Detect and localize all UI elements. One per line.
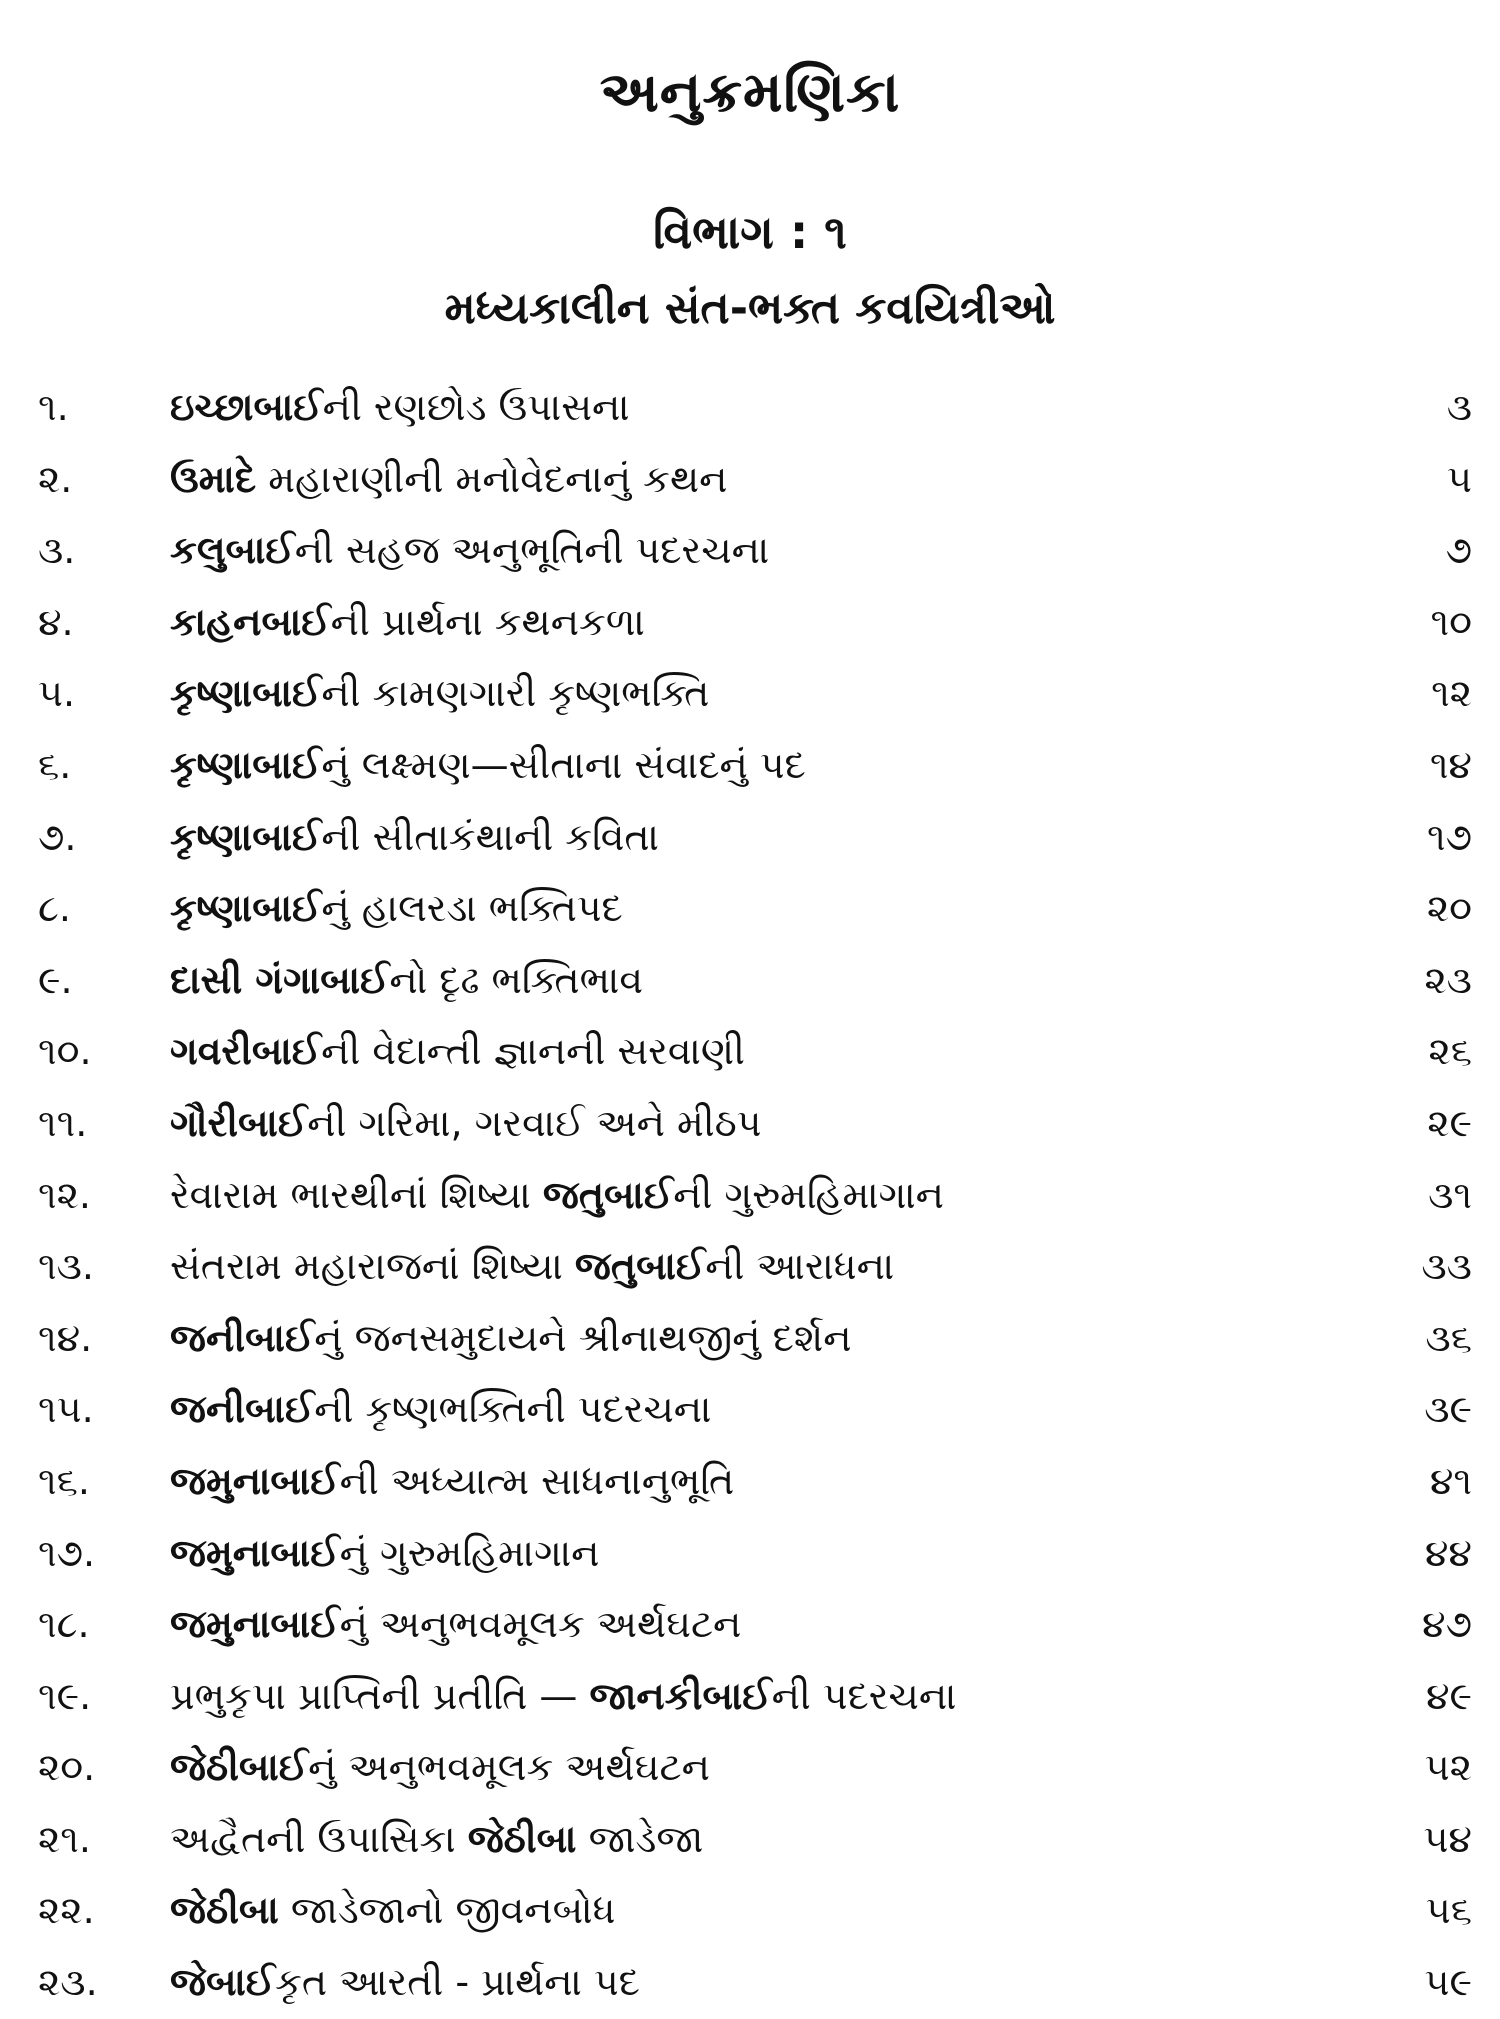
toc-entry-title — [170, 802, 659, 874]
toc-entry-number: ૮. — [38, 886, 71, 931]
toc-entry — [0, 587, 1500, 659]
toc-entry-poet-name: જનીબાઈ — [170, 1315, 315, 1360]
toc-entry-title-rest: ની આરાધના — [705, 1244, 895, 1289]
toc-entry-page-number: ૧૭ — [1426, 814, 1472, 859]
toc-entry-title — [170, 1804, 703, 1876]
toc-entry-poet-name: જેબાઈ — [170, 1960, 276, 2005]
toc-entry-title-rest: ની ગરિમા, ગરવાઈ અને મીઠપ — [307, 1100, 762, 1145]
toc-entry-page-number: ૪૭ — [1422, 1602, 1472, 1647]
section-heading: વિભાગ : ૧ — [653, 205, 847, 259]
toc-entry — [0, 945, 1500, 1017]
toc-entry — [0, 1589, 1500, 1661]
toc-entry — [0, 1446, 1500, 1518]
toc-entry-poet-name: જાનકીબાઈ — [589, 1673, 772, 1718]
toc-entry-number: ૨૦. — [38, 1745, 96, 1790]
toc-entry-title-rest: નું અનુભવમૂલક અર્થઘટન — [339, 1602, 742, 1647]
toc-entry-title — [170, 1374, 711, 1446]
toc-entry-page-number: ૪૪ — [1424, 1530, 1472, 1575]
toc-entry-page-number: ૨૬ — [1428, 1029, 1472, 1074]
toc-entry-page-number: ૫૨ — [1424, 1745, 1472, 1790]
toc-entry-page-number: ૩૩ — [1421, 1244, 1472, 1289]
toc-entry-title-prefix: અદ્વૈતની ઉપાસિકા — [170, 1816, 468, 1861]
toc-entry-title — [170, 1446, 734, 1518]
toc-entry-number: ૫. — [38, 671, 76, 716]
toc-entry-poet-name: જતુબાઈ — [574, 1244, 706, 1289]
toc-entry — [0, 1732, 1500, 1804]
toc-entry-page-number: ૫૪ — [1423, 1816, 1472, 1861]
toc-entry-number: ૨. — [38, 456, 73, 501]
toc-entry — [0, 372, 1500, 444]
toc-entry-number: ૭. — [38, 814, 77, 859]
toc-entry-poet-name: કૃષ્ણાબાઈ — [170, 886, 322, 931]
toc-entry-poet-name: જેઠીબા — [170, 1888, 279, 1933]
toc-entry-poet-name: જનીબાઈ — [170, 1387, 315, 1432]
toc-entry-poet-name: કાહનબાઈ — [170, 599, 331, 644]
toc-entry-title-rest: જાડેજા — [576, 1816, 704, 1861]
toc-entry-title — [170, 1160, 944, 1232]
toc-entry — [0, 1661, 1500, 1733]
toc-entry-poet-name: દાસી ગંગાબાઈ — [170, 957, 390, 1002]
toc-entry-poet-name: જમુનાબાઈ — [170, 1458, 340, 1503]
toc-entry-page-number: ૨૦ — [1426, 886, 1472, 931]
toc-entry-number: ૧૧. — [38, 1100, 88, 1145]
toc-entry — [0, 1016, 1500, 1088]
toc-entry-poet-name: કૃષ્ણાબાઈ — [170, 671, 322, 716]
toc-entry — [0, 1804, 1500, 1876]
toc-entry-page-number: ૧૦ — [1430, 599, 1472, 644]
toc-entry — [0, 1518, 1500, 1590]
toc-entry-number: ૧. — [38, 385, 69, 429]
toc-entry-title — [170, 873, 623, 945]
toc-entry-number: ૧૯. — [38, 1673, 92, 1718]
toc-entry-poet-name: જેઠીબાઈ — [170, 1745, 309, 1790]
toc-entry-title-rest: નું જનસમુદાયને શ્રીનાથજીનું દર્શન — [314, 1315, 852, 1360]
toc-entry-number: ૩. — [38, 528, 76, 573]
toc-entry-title — [170, 730, 806, 802]
toc-entry — [0, 1875, 1500, 1947]
toc-entry-title — [170, 1661, 956, 1733]
toc-entry-poet-name: જમુનાબાઈ — [170, 1530, 340, 1575]
toc-entry-title-prefix: સંતરામ મહારાજનાં શિષ્યા — [170, 1244, 575, 1289]
toc-entry-title-rest: ની કૃષ્ણભક્તિની પદરચના — [314, 1387, 712, 1432]
toc-entry-poet-name: જેઠીબા — [467, 1816, 577, 1861]
toc-entry-page-number: ૨૩ — [1424, 957, 1472, 1002]
toc-entry-poet-name: કલુબાઈ — [170, 528, 295, 573]
toc-entry-page-number: ૭ — [1445, 528, 1472, 573]
toc-entry-title-prefix: પ્રભુકૃપા પ્રાપ્તિની પ્રતીતિ — — [170, 1673, 590, 1718]
toc-entry — [0, 873, 1500, 945]
toc-entry-poet-name: ઇચ્છાબાઈ — [170, 385, 323, 429]
toc-entry — [0, 658, 1500, 730]
toc-entry-poet-name: ઉમાદે — [170, 456, 257, 501]
toc-entry-page-number: ૫૬ — [1425, 1888, 1472, 1933]
toc-entry-number: ૧૦. — [38, 1029, 92, 1074]
toc-entry — [0, 1088, 1500, 1160]
toc-entry-number: ૧૨. — [38, 1172, 92, 1217]
toc-entry — [0, 802, 1500, 874]
toc-entry-title — [170, 1518, 599, 1590]
toc-entry — [0, 1231, 1500, 1303]
toc-entry — [0, 444, 1500, 516]
toc-entry-poet-name: ગૌરીબાઈ — [170, 1100, 308, 1145]
toc-entry — [0, 515, 1500, 587]
toc-entry-page-number: ૪૯ — [1425, 1673, 1472, 1718]
toc-entry-title — [170, 1016, 745, 1088]
toc-entry-page-number: ૩૧ — [1428, 1172, 1472, 1217]
toc-entry — [0, 1303, 1500, 1375]
toc-entry-title-rest: કૃત આરતી - પ્રાર્થના પદ — [275, 1960, 640, 2005]
toc-entry-title-rest: ની પદરચના — [771, 1673, 957, 1718]
toc-entry-title-rest: ની સીતાકંથાની કવિતા — [321, 814, 659, 859]
toc-entry-title — [170, 372, 630, 444]
toc-entry-title — [170, 1303, 852, 1375]
toc-entry-title — [170, 1947, 640, 2019]
toc-entry-title — [170, 1088, 761, 1160]
toc-entry-number: ૨૩. — [38, 1960, 98, 2005]
toc-entry-page-number: ૫ — [1447, 456, 1472, 501]
toc-entry-page-number: ૧૪ — [1429, 742, 1472, 787]
toc-entry — [0, 1947, 1500, 2019]
page-title: અનુક્રમણિકા — [599, 60, 901, 125]
toc-entry-title-rest: જાડેજાનો જીવનબોધ — [278, 1888, 616, 1933]
toc-entry-number: ૧૮. — [38, 1602, 90, 1647]
toc-entry-title — [170, 1875, 615, 1947]
toc-entry-title-rest: નું ગુરુમહિમાગાન — [339, 1530, 600, 1575]
toc-entry-number: ૧૬. — [38, 1458, 90, 1503]
toc-entry-page-number: ૪૧ — [1429, 1458, 1472, 1503]
toc-entry-title-rest: નું અનુભવમૂલક અર્થઘટન — [308, 1745, 710, 1790]
toc-entry-poet-name: કૃષ્ણાબાઈ — [170, 742, 322, 787]
toc-entry-number: ૧૭. — [38, 1530, 96, 1575]
toc-entry-title — [170, 515, 769, 587]
toc-entry-title-rest: ની પ્રાર્થના કથનકળા — [330, 599, 645, 644]
toc-entry-title — [170, 444, 727, 516]
toc-entry-title-rest: નું લક્ષ્મણ—સીતાના સંવાદનું પદ — [321, 742, 806, 787]
toc-entry-title — [170, 1732, 710, 1804]
toc-entry-title — [170, 1231, 894, 1303]
toc-entry-poet-name: જમુનાબાઈ — [170, 1602, 340, 1647]
toc-entry-title — [170, 1589, 741, 1661]
toc-entry-number: ૧૩. — [38, 1244, 95, 1289]
toc-entry-title-prefix: રેવારામ ભારથીનાં શિષ્યા — [170, 1172, 543, 1217]
toc-entry-page-number: ૨૯ — [1427, 1100, 1472, 1145]
toc-entry-page-number: ૩૬ — [1425, 1315, 1472, 1360]
toc-entry-number: ૧૪. — [38, 1315, 93, 1360]
toc-entry-title-rest: નો દૃઢ ભક્તિભાવ — [389, 957, 643, 1002]
toc-entry — [0, 1374, 1500, 1446]
toc-entry-title-rest: ની વેદાન્તી જ્ઞાનની સરવાણી — [321, 1029, 745, 1074]
toc-entry-title — [170, 587, 645, 659]
toc-entry-page-number: ૩ — [1446, 385, 1472, 429]
toc-entry-title-rest: મહારાણીની મનોવેદનાનું કથન — [256, 456, 728, 501]
toc-entry-number: ૧૫. — [38, 1387, 94, 1432]
toc-entry-title-rest: નું હાલરડા ભક્તિપદ — [321, 886, 623, 931]
toc-entry-title — [170, 658, 709, 730]
toc-entry-poet-name: ગવરીબાઈ — [170, 1029, 322, 1074]
section-subtitle: મધ્યકાલીન સંત-ભક્ત કવયિત્રીઓ — [444, 283, 1056, 334]
toc-entry-page-number: ૧૨ — [1431, 671, 1472, 716]
toc-entry-poet-name: કૃષ્ણાબાઈ — [170, 814, 322, 859]
toc-entry-number: ૯. — [38, 957, 73, 1002]
table-of-contents — [0, 372, 1500, 2019]
toc-entry-title-rest: ની રણછોડ ઉપાસના — [322, 385, 630, 429]
toc-entry-number: ૨૧. — [38, 1816, 92, 1861]
toc-entry — [0, 730, 1500, 802]
toc-entry-title-rest: ની અધ્યાત્મ સાધનાનુભૂતિ — [339, 1458, 735, 1503]
toc-entry-number: ૨૨. — [38, 1888, 95, 1933]
toc-entry-number: ૪. — [38, 599, 74, 644]
toc-entry-title — [170, 945, 643, 1017]
toc-entry-poet-name: જતુબાઈ — [542, 1172, 674, 1217]
toc-entry-title-rest: ની સહજ અનુભૂતિની પદરચના — [294, 528, 770, 573]
toc-entry-title-rest: ની ગુરુમહિમાગાન — [673, 1172, 944, 1217]
toc-entry-title-rest: ની કામણગારી કૃષ્ણભક્તિ — [321, 671, 710, 716]
toc-entry — [0, 1160, 1500, 1232]
toc-entry-number: ૬. — [38, 742, 72, 787]
toc-entry-page-number: ૩૯ — [1424, 1387, 1472, 1432]
toc-entry-page-number: ૫૯ — [1424, 1960, 1472, 2005]
